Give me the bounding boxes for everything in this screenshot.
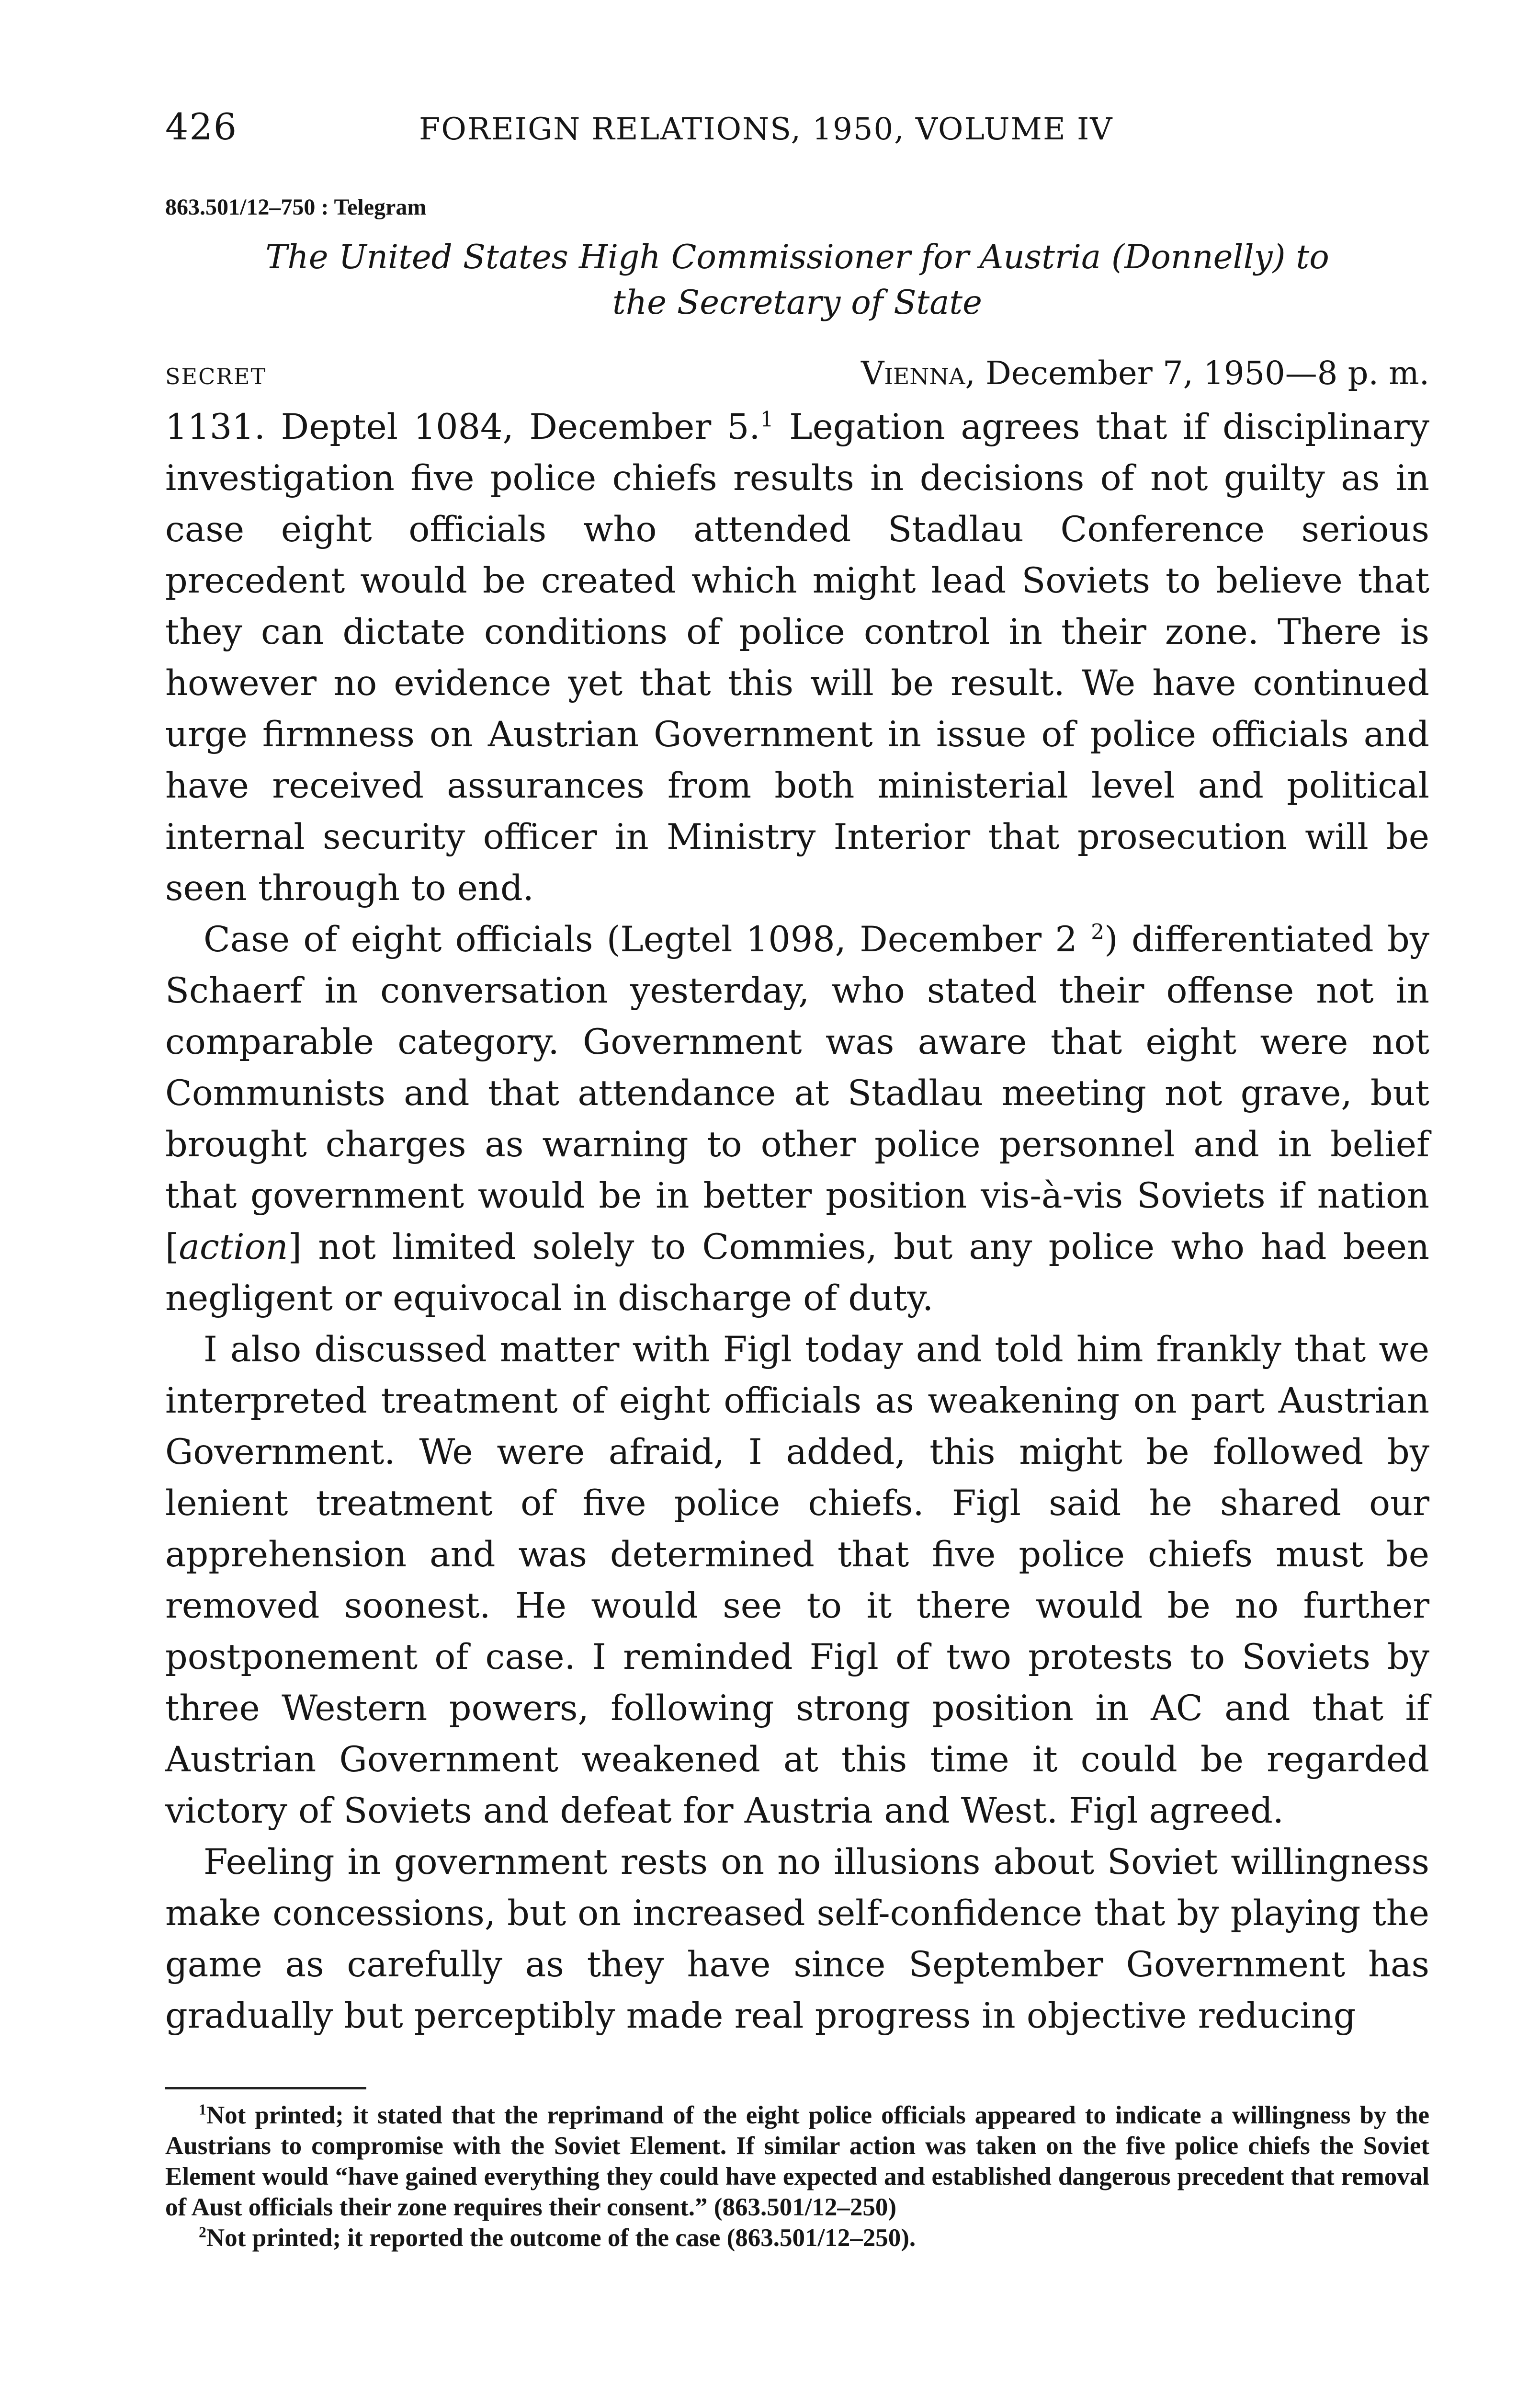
- classification-label: SECRET: [165, 364, 267, 389]
- telegram-body: [165, 401, 1429, 2041]
- document-file-number: 863.501/12–750 : Telegram: [165, 194, 427, 220]
- paragraph-2-text-c: ] not limited solely to Commies, but any police who had been negligent or equivocal in discharge of duty.: [165, 1227, 1429, 1319]
- document-page: [165, 105, 1429, 2253]
- paragraph-2-text-b: ) differentiated by Schaerf in conversation yesterday, who stated their offense not in comparable category. Government was aware that eight were not Communists and that attendance at Stadlau meeting not grave, but brought charges as warning to other police personnel and in belief that government would be in better position vis-à-vis Soviets if nation [: [165, 919, 1429, 1267]
- dateline: [165, 354, 1429, 392]
- running-header: [165, 105, 1429, 151]
- document-title-line-1: The United States High Commissioner for Austria (Donnelly) to: [265, 238, 1329, 276]
- paragraph-1: [165, 401, 1429, 914]
- document-title: [165, 235, 1429, 326]
- paragraph-4: Feeling in government rests on no illusions about Soviet willingness make concessions, but on increased self-confidence that by playing the game as carefully as they have since September Government has gradually but perceptibly made real progress in objective reducing: [165, 1842, 1429, 2036]
- dateline-place: Vienna: [861, 354, 965, 392]
- dateline-date: , December 7, 1950—8 p. m.: [965, 354, 1429, 392]
- footnote-1-text: Not printed; it stated that the reprimand of the eight police officials appeared to indicate a willingness by the Austrians to compromise with the Soviet Element. If similar action was taken on the five police chiefs the Soviet Element would “have gained everything they could have expected and established dangerous precedent that removal of Aust officials their zone requires their consent.” (863.501/12–250): [165, 2101, 1429, 2221]
- footnote-2-text: Not printed; it reported the outcome of the case (863.501/12–250).: [206, 2224, 916, 2252]
- footnote-1: [165, 2100, 1429, 2223]
- footnotes: [165, 2100, 1429, 2253]
- paragraph-1-text-b: Legation agrees that if disciplinary investigation five police chiefs results in decisions of not guilty as in case eight officials who attended Stadlau Conference serious precedent would be created which might lead Soviets to believe that they can dictate conditions of police control in their zone. There is however no evidence yet that this will be result. We have continued urge firmness on Austrian Government in issue of police officials and have received assurances from both ministerial level and political internal security officer in Ministry Interior that prosecution will be seen through to end.: [165, 407, 1429, 909]
- footnote-divider: [165, 2087, 366, 2089]
- footnote-ref-2: 2: [1091, 920, 1105, 945]
- document-title-line-2: the Secretary of State: [612, 284, 982, 322]
- page-number: 426: [165, 105, 238, 148]
- running-title: FOREIGN RELATIONS, 1950, VOLUME IV: [419, 112, 1113, 147]
- footnote-2: [165, 2223, 1429, 2253]
- paragraph-2-italic-word: action: [179, 1227, 288, 1267]
- paragraph-2: [165, 914, 1429, 1324]
- footnote-1-marker: 1: [199, 2101, 206, 2118]
- dateline-text: [861, 354, 1429, 392]
- paragraph-2-text-a: Case of eight officials (Legtel 1098, December 2: [204, 919, 1077, 960]
- paragraph-1-text-a: 1131. Deptel 1084, December 5.: [165, 407, 760, 447]
- paragraph-3: I also discussed matter with Figl today and told him frankly that we interpreted treatment of eight officials as weakening on part Austrian Government. We were afraid, I added, this might be followed by lenient treatment of five police chiefs. Figl said he shared our apprehension and was determined that five police chiefs must be removed soonest. He would see to it there would be no further postponement of case. I reminded Figl of two protests to Soviets by three Western powers, following strong position in AC and that if Austrian Government weakened at this time it could be regarded victory of Soviets and defeat for Austria and West. Figl agreed.: [165, 1329, 1429, 1831]
- footnote-ref-1: 1: [760, 407, 774, 432]
- footnote-2-marker: 2: [199, 2224, 206, 2241]
